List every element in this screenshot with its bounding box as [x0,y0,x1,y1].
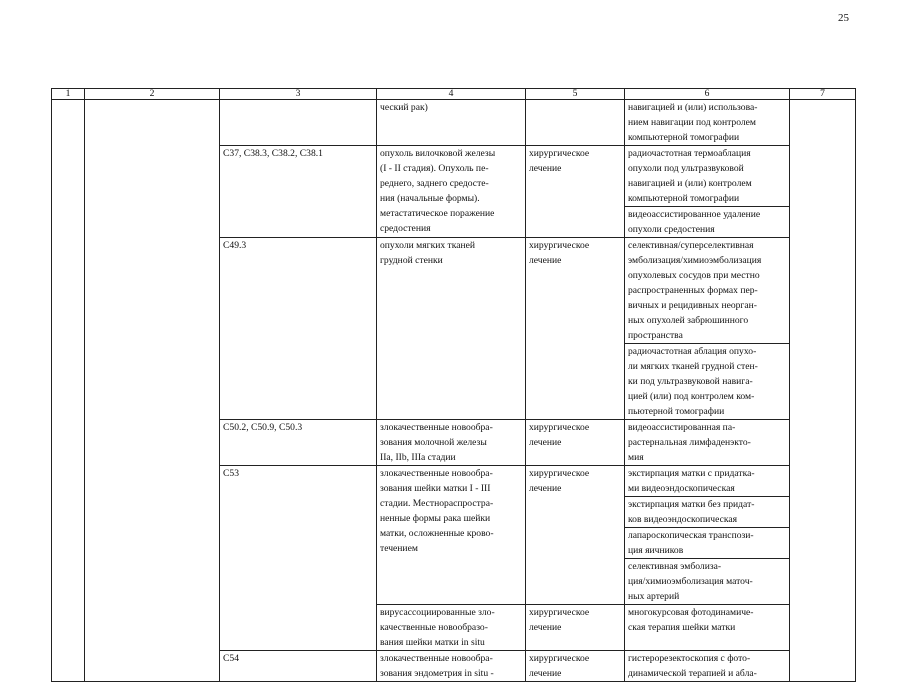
diagnosis-cell: злокачественные новообра- зования молочной железы IIa, IIb, IIIa стадии [377,420,526,466]
method-cell: видеоассистированное удаление опухоли средостения [625,207,790,238]
method-cell: экстирпация матки с придатка- ми видеоэндоскопическая [625,466,790,497]
method-cell: радиочастотная аблация опухо- ли мягких тканей грудной стен- ки под ультразвуковой навига- цией (или) под контролем ком- пьютерной томографии [625,344,790,420]
treatment-type-cell: хирургическое лечение [526,651,625,682]
method-cell: лапароскопическая транспози- ция яичников [625,528,790,559]
method-cell: радиочастотная термоаблация опухоли под ультразвуковой навигацией и (или) контролем компьютерной томографии [625,146,790,207]
diagnosis-cell: опухоль вилочковой железы (I - II стадия). Опухоль пе- реднего, заднего средосте- ния (начальные формы). метастатическое поражение средостения [377,146,526,238]
column-2-cell [85,100,220,682]
table-header-row [52,89,856,100]
icd-code-cell: C49.3 [220,238,377,420]
diagnosis-cell: вирусассоциированные зло- качественные новообразо- вания шейки матки in situ [377,605,526,651]
diagnosis-cell: ческий рак) [377,100,526,146]
icd-code-cell: C53 [220,466,377,651]
diagnosis-cell: злокачественные новообра- зования эндометрия in situ - [377,651,526,682]
column-header: 3 [220,89,377,100]
method-cell: селективная эмболиза- ция/химиоэмболизация маточ- ных артерий [625,559,790,605]
table-row [52,100,856,146]
method-cell: видеоассистированная па- растернальная лимфаденэкто- мия [625,420,790,466]
treatment-type-cell: хирургическое лечение [526,466,625,605]
icd-code-cell [220,100,377,146]
procedures-table [51,88,856,682]
column-7-cell [790,100,856,682]
column-1-cell [52,100,85,682]
column-header: 5 [526,89,625,100]
treatment-type-cell: хирургическое лечение [526,146,625,238]
method-cell: селективная/суперселективная эмболизация/химиоэмболизация опухолевых сосудов при местно распространенных формах пер- вичных и рецидивных неорган- ных опухолей забрюшинного пространства [625,238,790,344]
diagnosis-cell: опухоли мягких тканей грудной стенки [377,238,526,420]
treatment-type-cell: хирургическое лечение [526,420,625,466]
method-cell: многокурсовая фотодинамиче- ская терапия шейки матки [625,605,790,651]
column-header: 1 [52,89,85,100]
treatment-type-cell [526,100,625,146]
treatment-type-cell: хирургическое лечение [526,605,625,651]
column-header: 6 [625,89,790,100]
column-header: 2 [85,89,220,100]
page-number: 25 [838,12,849,24]
treatment-type-cell: хирургическое лечение [526,238,625,420]
icd-code-cell: C54 [220,651,377,682]
column-header: 7 [790,89,856,100]
icd-code-cell: C50.2, C50.9, C50.3 [220,420,377,466]
method-cell: гистерорезектоскопия с фото- динамической терапией и абла- [625,651,790,682]
icd-code-cell: C37, C38.3, C38.2, C38.1 [220,146,377,238]
method-cell: навигацией и (или) использова- нием навигации под контролем компьютерной томографии [625,100,790,146]
method-cell: экстирпация матки без придат- ков видеоэндоскопическая [625,497,790,528]
column-header: 4 [377,89,526,100]
diagnosis-cell: злокачественные новообра- зования шейки матки I - III стадии. Местнораспростра- ненные формы рака шейки матки, осложненные крово- течением [377,466,526,605]
